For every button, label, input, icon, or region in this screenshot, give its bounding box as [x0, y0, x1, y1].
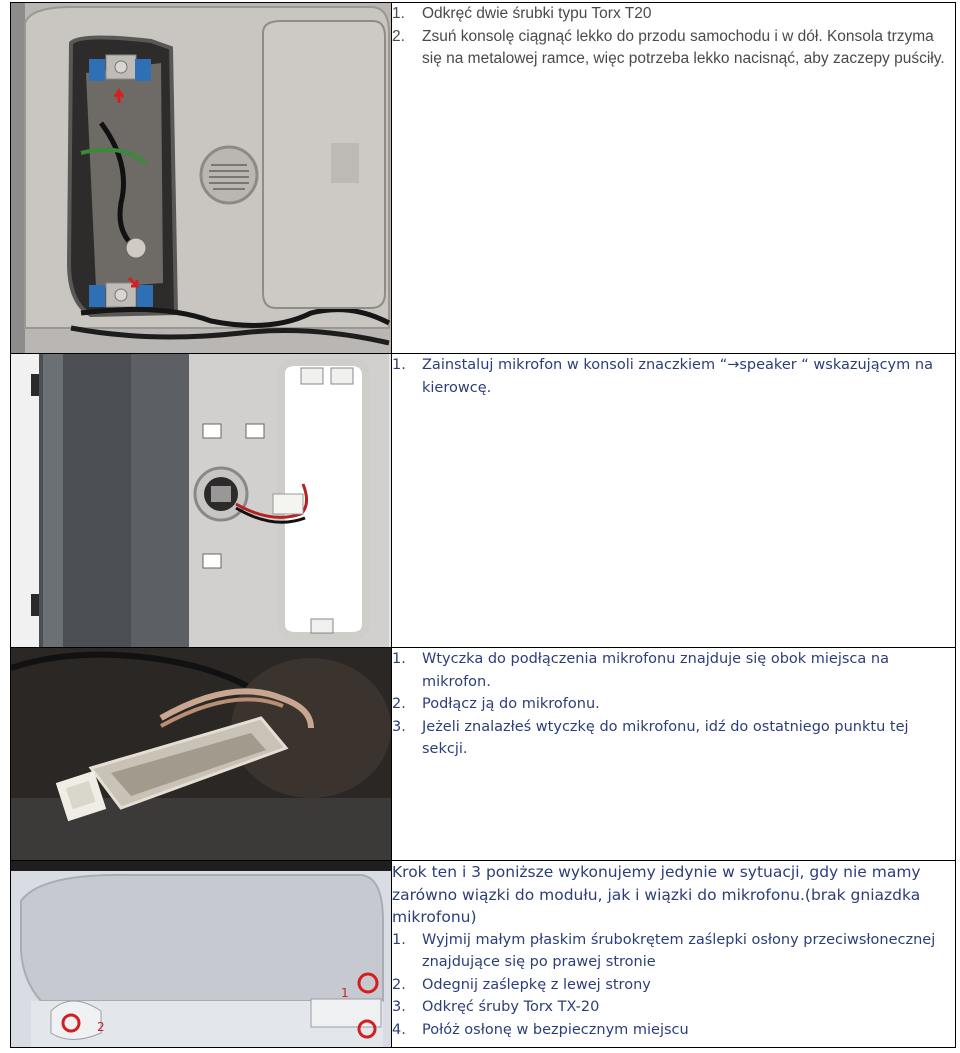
marker-label-1: 1: [341, 986, 349, 1000]
instruction-table: [10, 2, 956, 1048]
list-item: 1. Wtyczka do podłączenia mikrofonu znajduje się obok miejsca na mikrofon.: [392, 651, 889, 690]
list-item: 2. Odegnij zaślepkę z lewej strony: [392, 976, 651, 993]
step-row-3: [11, 648, 956, 861]
step-row-4: [11, 861, 956, 1048]
photo-cell-1: [11, 3, 392, 354]
list-item: 3. Jeżeli znalazłeś wtyczkę do mikrofonu, idź do ostatniego punktu tej sekcji.: [392, 718, 909, 757]
microphone-plug-photo: [11, 648, 391, 860]
text-cell-1: [392, 3, 956, 354]
step-list-4: [392, 929, 955, 1042]
step-intro: Krok ten i 3 poniższe wykonujemy jedynie w sytuacji, gdy nie mamy zarówno wiązki do modułu, jak i wiązki do mikrofonu.(brak gniazdka mikrofonu): [392, 863, 921, 926]
list-item: 1. Zainstaluj mikrofon w konsoli znaczkiem “→speaker “ wskazującym na kierowcę.: [392, 357, 933, 396]
text-cell-3: [392, 648, 956, 861]
sun-visor-photo: [11, 861, 391, 1047]
marker-label-2: 2: [97, 1020, 105, 1034]
list-item: 2. Zsuń konsolę ciągnąć lekko do przodu samochodu i w dół. Konsola trzyma się na metalowej ramce, więc potrzeba lekko nacisnąć, aby zaczepy puściły.: [392, 27, 945, 67]
text-cell-4: [392, 861, 956, 1048]
text-cell-2: [392, 354, 956, 648]
step-list-2: [392, 354, 955, 399]
list-item: 1. Odkręć dwie śrubki typu Torx T20: [392, 5, 652, 22]
list-item: 4. Połóż osłonę w bezpiecznym miejscu: [392, 1021, 689, 1038]
step-row-2: [11, 354, 956, 648]
photo-cell-3: [11, 648, 392, 861]
step-list-3: [392, 648, 955, 761]
list-item: 3. Odkręć śruby Torx TX-20: [392, 999, 600, 1015]
photo-cell-2: [11, 354, 392, 648]
list-item: 1. Wyjmij małym płaskim śrubokrętem zaślepki osłony przeciwsłonecznej znajdujące się po prawej stronie: [392, 931, 936, 970]
step-row-1: [11, 3, 956, 354]
headliner-console-photo: [11, 3, 391, 353]
photo-cell-4: [11, 861, 392, 1048]
step-list-1: [392, 3, 955, 71]
microphone-console-photo: [11, 354, 391, 647]
list-item: 2. Podłącz ją do mikrofonu.: [392, 696, 600, 712]
